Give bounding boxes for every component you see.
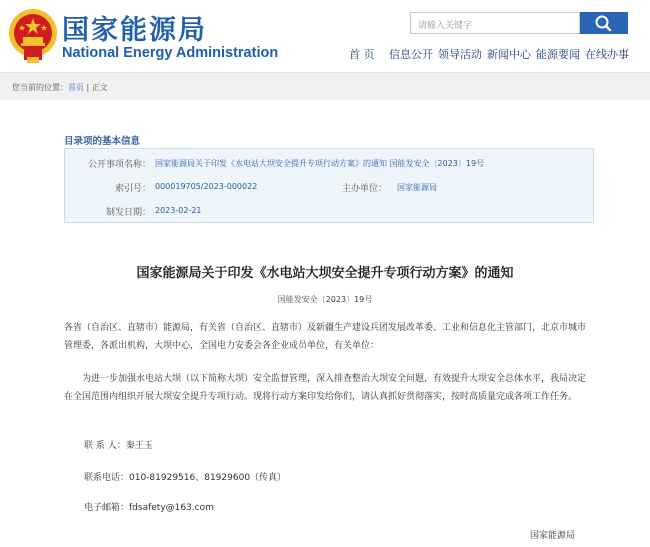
- article-title: 国家能源局关于印发《水电站大坝安全提升专项行动方案》的通知: [136, 266, 514, 281]
- info-section-title: 目录项的基本信息: [64, 136, 141, 147]
- breadcrumb-current: 正文: [91, 83, 108, 92]
- info-label-index-no: 索引号：: [114, 184, 151, 194]
- info-table: [64, 148, 594, 223]
- search-button[interactable]: [580, 12, 628, 34]
- info-label-issued-date: 制发日期：: [105, 208, 151, 218]
- nav-item-leader-activities[interactable]: 领导活动: [438, 48, 482, 61]
- search-input[interactable]: 请输入关键字: [410, 12, 580, 34]
- info-label-publisher: 主办单位：: [341, 184, 387, 194]
- contact-phone: 联系电话：010-81929516、81929600（传真）: [84, 473, 287, 483]
- site-title-cn[interactable]: 国家能源局: [62, 15, 207, 46]
- article-addressee: 各省（自治区、直辖市）能源局，有关省（自治区、直辖市）及新疆生产建设兵团发展改革委、工业和信息化主管部门，北京市城市管理委，各派出机构，大坝中心，全国电力安委会各企业成员单位，有关单位：: [64, 323, 587, 351]
- nav-item-news-center[interactable]: 新闻中心: [487, 48, 531, 61]
- contact-email: 电子邮箱：fdsafety@163.com: [84, 503, 214, 513]
- breadcrumb-home-link[interactable]: 首页: [68, 83, 84, 92]
- info-value-issued-date: 2023-02-21: [155, 206, 202, 215]
- national-emblem-icon: [6, 5, 60, 65]
- search-icon: [580, 12, 628, 34]
- contact-person: 联 系 人：秦王玉: [84, 441, 153, 451]
- info-value-index-no: 000019705/2023-000022: [155, 182, 258, 191]
- article-signature: 国家能源局: [530, 531, 576, 541]
- site-title-en[interactable]: National Energy Administration: [62, 45, 279, 61]
- nav-item-info-disclosure[interactable]: 信息公开: [389, 48, 433, 61]
- info-value-publisher: 国家能源局: [397, 183, 437, 192]
- info-value-subject: 国家能源局关于印发《水电站大坝安全提升专项行动方案》的通知 国能发安全〔2023〕19号: [155, 159, 485, 168]
- info-label-subject: 公开事项名称：: [87, 160, 151, 170]
- main-nav: [345, 46, 635, 62]
- article-body: 为进一步加强水电站大坝（以下简称大坝）安全监督管理，深入排查整治大坝安全问题，有效提升大坝安全总体水平，我局决定在全国范围内组织开展大坝安全提升专项行动。现将行动方案印发给你们，请认真抓好贯彻落实，按时高质量完成各项工作任务。: [64, 374, 587, 402]
- document-number: 国能发安全〔2023〕19号: [277, 295, 373, 304]
- breadcrumb-separator: |: [84, 83, 92, 92]
- nav-item-online-services[interactable]: 在线办事: [585, 48, 629, 61]
- nav-item-energy-news[interactable]: 能源要闻: [536, 48, 580, 61]
- site-header: [0, 0, 650, 70]
- breadcrumb: [12, 82, 108, 93]
- nav-item-home[interactable]: 首 页: [349, 48, 375, 61]
- breadcrumb-bar: [0, 72, 650, 100]
- breadcrumb-prefix: 您当前的位置：: [12, 83, 68, 92]
